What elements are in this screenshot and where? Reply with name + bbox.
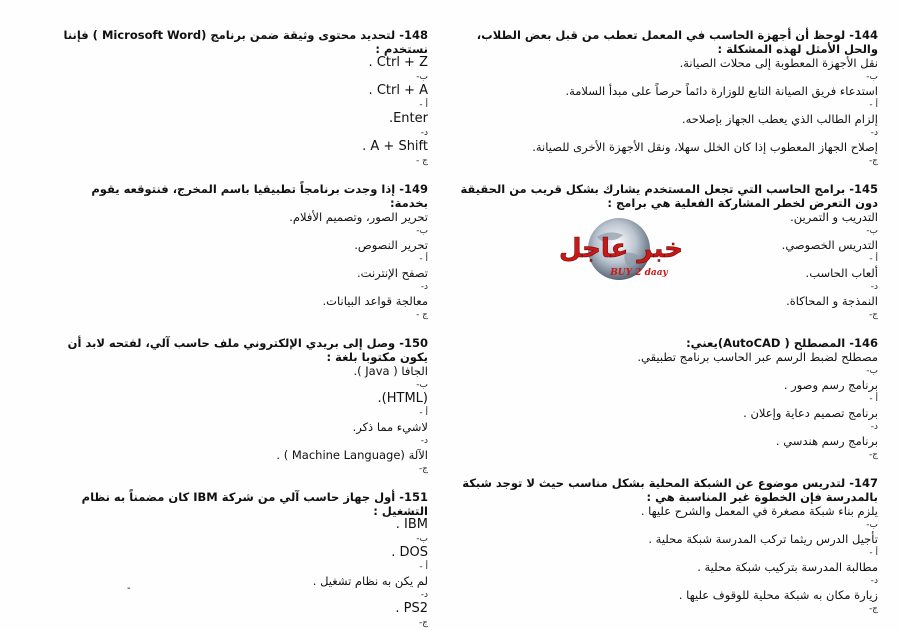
option-text: تحرير الصور، وتصميم الأفلام.: [289, 210, 428, 224]
option-letter: ج -: [416, 310, 428, 320]
question-150: [50, 336, 428, 476]
option-letter: أ -: [419, 562, 428, 572]
option-letter: ب-: [416, 226, 428, 236]
left-column: [50, 28, 428, 630]
question-149: [50, 182, 428, 322]
option-letter: د-: [420, 436, 428, 446]
option-text: IBM .: [395, 517, 428, 532]
question-text: 150- وصل إلى بريدي الإلكتروني ملف حاسب آلي، لفتحه لابد أن يكون مكتوبا بلغة :: [67, 336, 428, 364]
option-letter: ج-: [868, 604, 878, 614]
question-147: [450, 476, 878, 616]
question-text: 144- لوحظ أن أجهزة الحاسب في المعمل تعطب من قبل بعض الطلاب، والحل الأمثل لهذه المشكلة :: [476, 28, 878, 56]
option-letter: ج-: [868, 156, 878, 166]
option-letter: أ -: [869, 254, 878, 264]
option-letter: ب-: [866, 366, 878, 376]
option-text: برنامج رسم هندسي .: [775, 434, 878, 448]
question-148: [50, 28, 428, 168]
option-text: A + Shift .: [362, 139, 428, 154]
option-letter: ج -: [416, 156, 428, 166]
question-text: 146- المصطلح ( AutoCAD)يعني:: [686, 336, 878, 350]
option-letter: د-: [870, 422, 878, 432]
right-column: [450, 28, 878, 616]
option-text: مصطلح لضبط الرسم عبر الحاسب برنامج تطبيقي.: [637, 350, 878, 364]
option-text: PS2 .: [395, 601, 428, 616]
option-text: برنامج رسم وصور .: [783, 378, 878, 392]
question-text: 147- لتدريس موضوع عن الشبكة المحلية بشكل مناسب حيث لا توجد شبكة بالمدرسة فإن الخطوة غير المناسبة هي :: [462, 476, 878, 504]
question-text: 145- برامج الحاسب التي تجعل المستخدم يشارك بشكل قريب من الحقيقة دون التعرض لخطر المشاركة الفعلية هي برامج :: [460, 182, 878, 210]
option-letter: أ -: [869, 548, 878, 558]
option-text: التدريس الخصوصي.: [781, 238, 878, 252]
option-letter: د-: [420, 590, 428, 600]
option-letter: د-: [870, 282, 878, 292]
option-letter: ب-: [866, 226, 878, 236]
option-text: استدعاء فريق الصيانة التابع للوزارة دائماً حرصاً على مبدأ السلامة.: [565, 84, 878, 98]
option-text: مطالبة المدرسة بتركيب شبكة محلية .: [697, 560, 878, 574]
watermark-subtitle: BUY 2 daay: [610, 268, 668, 278]
option-letter: د-: [420, 128, 428, 138]
option-letter: ب-: [416, 534, 428, 544]
option-text: التدريب و التمرين.: [790, 210, 878, 224]
option-text: Enter.: [388, 111, 428, 126]
option-text: (HTML).: [377, 391, 428, 406]
option-letter: ب-: [416, 380, 428, 390]
option-letter: د-: [870, 128, 878, 138]
option-letter: أ -: [419, 254, 428, 264]
option-letter: ب-: [866, 520, 878, 530]
option-letter: ب-: [416, 72, 428, 82]
question-144: [450, 28, 878, 168]
option-text: DOS .: [391, 545, 428, 560]
option-text: زيارة مكان به شبكة محلية للوقوف عليها .: [678, 588, 878, 602]
option-text: نقل الأجهزة المعطوبة إلى محلات الصيانة.: [679, 56, 878, 70]
option-letter: أ -: [419, 408, 428, 418]
option-letter: أ -: [869, 100, 878, 110]
option-text: تصفح الإنترنت.: [357, 266, 428, 280]
option-text: تحرير النصوص.: [354, 238, 428, 252]
option-text: الجافا ( Java ).: [353, 364, 428, 378]
option-text: إلزام الطالب الذي يعطب الجهاز بإصلاحه.: [681, 112, 878, 126]
question-146: [450, 336, 878, 462]
option-letter: ج-: [868, 450, 878, 460]
option-text: ألعاب الحاسب.: [805, 266, 878, 280]
option-letter: أ -: [869, 394, 878, 404]
option-text: الآلة (Machine Language ) .: [276, 448, 428, 462]
option-text: Ctrl + A .: [368, 83, 428, 98]
option-text: تأجيل الدرس ريثما تركب المدرسة شبكة محلية .: [648, 532, 878, 546]
option-letter: ب-: [866, 72, 878, 82]
question-151: [50, 490, 428, 630]
option-text: لم يكن به نظام تشغيل .: [312, 574, 428, 588]
option-text: يلزم بناء شبكة مصغرة في المعمل والشرح عليها .: [640, 504, 878, 518]
option-letter: د-: [420, 282, 428, 292]
globe-icon: [545, 217, 697, 283]
watermark-title: خبر عاجل: [558, 234, 684, 264]
watermark-logo: [545, 217, 697, 283]
option-letter: د-: [870, 576, 878, 586]
option-letter: ج-: [418, 464, 428, 474]
question-text: 151- أول جهاز حاسب آلي من شركة IBM كان مضمناً به نظام التشغيل :: [81, 490, 428, 518]
option-text: لاشيء مما ذكر.: [352, 420, 428, 434]
question-text: 148- لتحديد محتوى وثيقة ضمن برنامج (Microsoft Word ) فإننا نستخدم :: [63, 28, 428, 56]
question-text: 149- إذا وجدت برنامجاً تطبيقيا باسم المخرج، فنتوقعه يقوم بخدمة:: [91, 182, 428, 210]
option-text: برنامج تصميم دعاية وإعلان .: [743, 406, 878, 420]
stray-mark: -: [127, 583, 131, 594]
option-letter: أ -: [419, 100, 428, 110]
option-text: معالجة قواعد البيانات.: [322, 294, 428, 308]
option-letter: ج-: [418, 618, 428, 628]
option-text: النمذجة و المحاكاة.: [786, 294, 878, 308]
option-letter: ج-: [868, 310, 878, 320]
option-text: Ctrl + Z .: [368, 55, 428, 70]
option-text: إصلاح الجهاز المعطوب إذا كان الخلل سهلا، ونقل الأجهزة الأخرى للصيانة.: [532, 140, 878, 154]
